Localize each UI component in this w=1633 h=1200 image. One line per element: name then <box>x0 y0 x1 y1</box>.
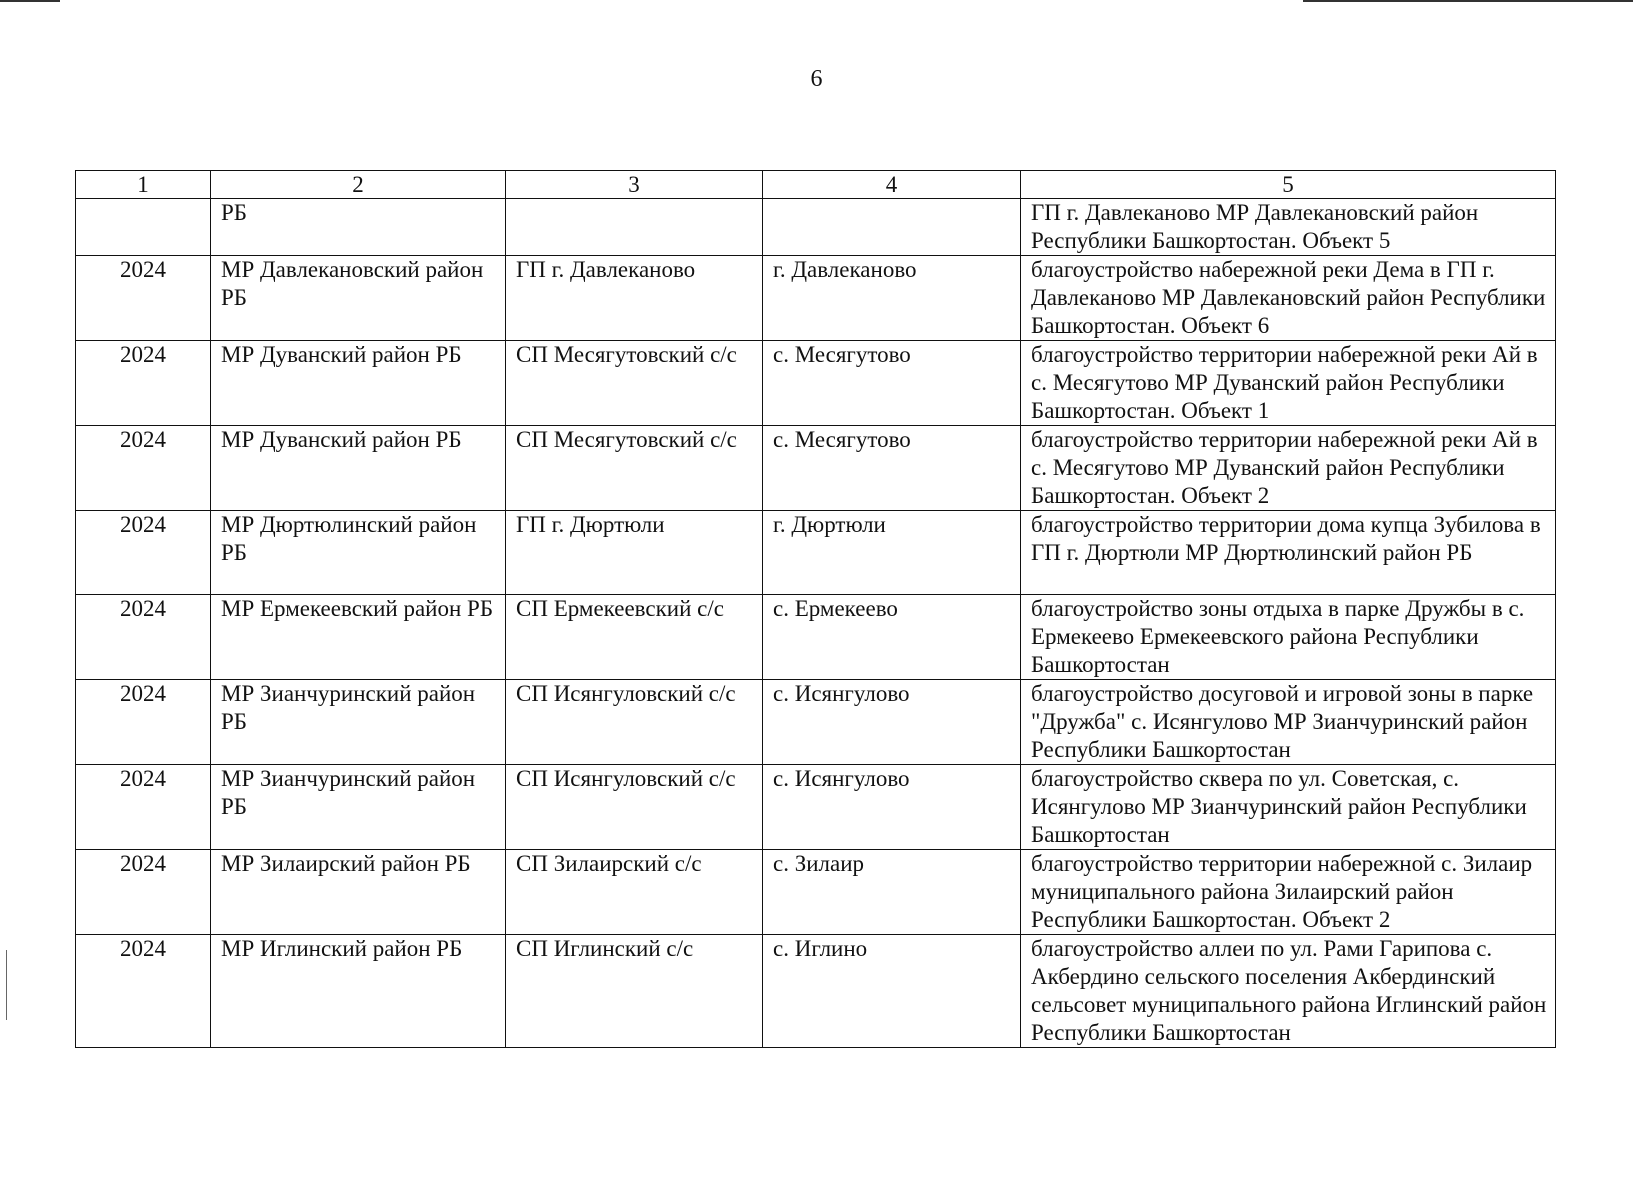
year-cell: 2024 <box>76 511 211 595</box>
locality-cell: с. Месягутово <box>763 341 1021 426</box>
description-cell: благоустройство аллеи по ул. Рами Гарипова с. Акбердино сельского поселения Акбердинский сельсовет муниципального района Иглинский район Республики Башкортостан <box>1021 935 1556 1048</box>
year-cell: 2024 <box>76 426 211 511</box>
year-cell <box>76 199 211 256</box>
settlement-cell <box>506 199 763 256</box>
locality-cell: с. Иглино <box>763 935 1021 1048</box>
year-cell: 2024 <box>76 341 211 426</box>
locality-cell <box>763 199 1021 256</box>
district-cell: МР Давлекановский район РБ <box>211 256 506 341</box>
table-row <box>76 595 1556 680</box>
table-header-row <box>76 171 1556 199</box>
description-cell: благоустройство территории набережной реки Ай в с. Месягутово МР Дуванский район Республики Башкортостан. Объект 2 <box>1021 426 1556 511</box>
table-row <box>76 426 1556 511</box>
year-cell: 2024 <box>76 680 211 765</box>
table-row <box>76 765 1556 850</box>
table-row <box>76 511 1556 595</box>
district-cell: МР Зианчуринский район РБ <box>211 680 506 765</box>
district-cell: МР Дюртюлинский район РБ <box>211 511 506 595</box>
year-cell: 2024 <box>76 765 211 850</box>
settlement-cell: СП Зилаирский с/с <box>506 850 763 935</box>
table-row <box>76 341 1556 426</box>
description-cell: ГП г. Давлеканово МР Давлекановский район Республики Башкортостан. Объект 5 <box>1021 199 1556 256</box>
district-cell: МР Зилаирский район РБ <box>211 850 506 935</box>
year-cell: 2024 <box>76 850 211 935</box>
settlement-cell: СП Иглинский с/с <box>506 935 763 1048</box>
district-cell: МР Зианчуринский район РБ <box>211 765 506 850</box>
scan-border-mark <box>0 0 60 2</box>
settlement-cell: СП Месягутовский с/с <box>506 341 763 426</box>
year-cell: 2024 <box>76 256 211 341</box>
settlement-cell: ГП г. Дюртюли <box>506 511 763 595</box>
year-cell: 2024 <box>76 935 211 1048</box>
district-cell: РБ <box>211 199 506 256</box>
description-cell: благоустройство территории набережной реки Ай в с. Месягутово МР Дуванский район Республики Башкортостан. Объект 1 <box>1021 341 1556 426</box>
table-row <box>76 680 1556 765</box>
district-cell: МР Дуванский район РБ <box>211 426 506 511</box>
settlement-cell: СП Исянгуловский с/с <box>506 680 763 765</box>
column-header: 3 <box>506 171 763 199</box>
locality-cell: с. Исянгулово <box>763 680 1021 765</box>
description-cell: благоустройство сквера по ул. Советская, с. Исянгулово МР Зианчуринский район Республики Башкортостан <box>1021 765 1556 850</box>
locality-cell: с. Месягутово <box>763 426 1021 511</box>
locality-cell: с. Исянгулово <box>763 765 1021 850</box>
column-header: 4 <box>763 171 1021 199</box>
scan-margin-mark <box>6 950 7 1020</box>
locality-cell: с. Ермекеево <box>763 595 1021 680</box>
description-cell: благоустройство зоны отдыха в парке Дружбы в с. Ермекеево Ермекеевского района Республики Башкортостан <box>1021 595 1556 680</box>
page-number: 6 <box>810 66 823 92</box>
locality-cell: г. Дюртюли <box>763 511 1021 595</box>
district-cell: МР Дуванский район РБ <box>211 341 506 426</box>
locality-cell: с. Зилаир <box>763 850 1021 935</box>
column-header: 1 <box>76 171 211 199</box>
description-cell: благоустройство территории набережной с. Зилаир муниципального района Зилаирский район Республики Башкортостан. Объект 2 <box>1021 850 1556 935</box>
settlement-cell: СП Исянгуловский с/с <box>506 765 763 850</box>
table-row <box>76 199 1556 256</box>
settlement-cell: СП Месягутовский с/с <box>506 426 763 511</box>
column-header: 5 <box>1021 171 1556 199</box>
scan-border-mark <box>1303 0 1633 2</box>
table-row <box>76 935 1556 1048</box>
district-cell: МР Иглинский район РБ <box>211 935 506 1048</box>
description-cell: благоустройство набережной реки Дема в ГП г. Давлеканово МР Давлекановский район Республики Башкортостан. Объект 6 <box>1021 256 1556 341</box>
locality-cell: г. Давлеканово <box>763 256 1021 341</box>
description-cell: благоустройство территории дома купца Зубилова в ГП г. Дюртюли МР Дюртюлинский район РБ <box>1021 511 1556 595</box>
settlement-cell: СП Ермекеевский с/с <box>506 595 763 680</box>
column-header: 2 <box>211 171 506 199</box>
district-cell: МР Ермекеевский район РБ <box>211 595 506 680</box>
year-cell: 2024 <box>76 595 211 680</box>
table-row <box>76 850 1556 935</box>
settlement-cell: ГП г. Давлеканово <box>506 256 763 341</box>
table-row <box>76 256 1556 341</box>
description-cell: благоустройство досуговой и игровой зоны в парке "Дружба" с. Исянгулово МР Зианчуринский район Республики Башкортостан <box>1021 680 1556 765</box>
document-table <box>75 170 1556 1048</box>
